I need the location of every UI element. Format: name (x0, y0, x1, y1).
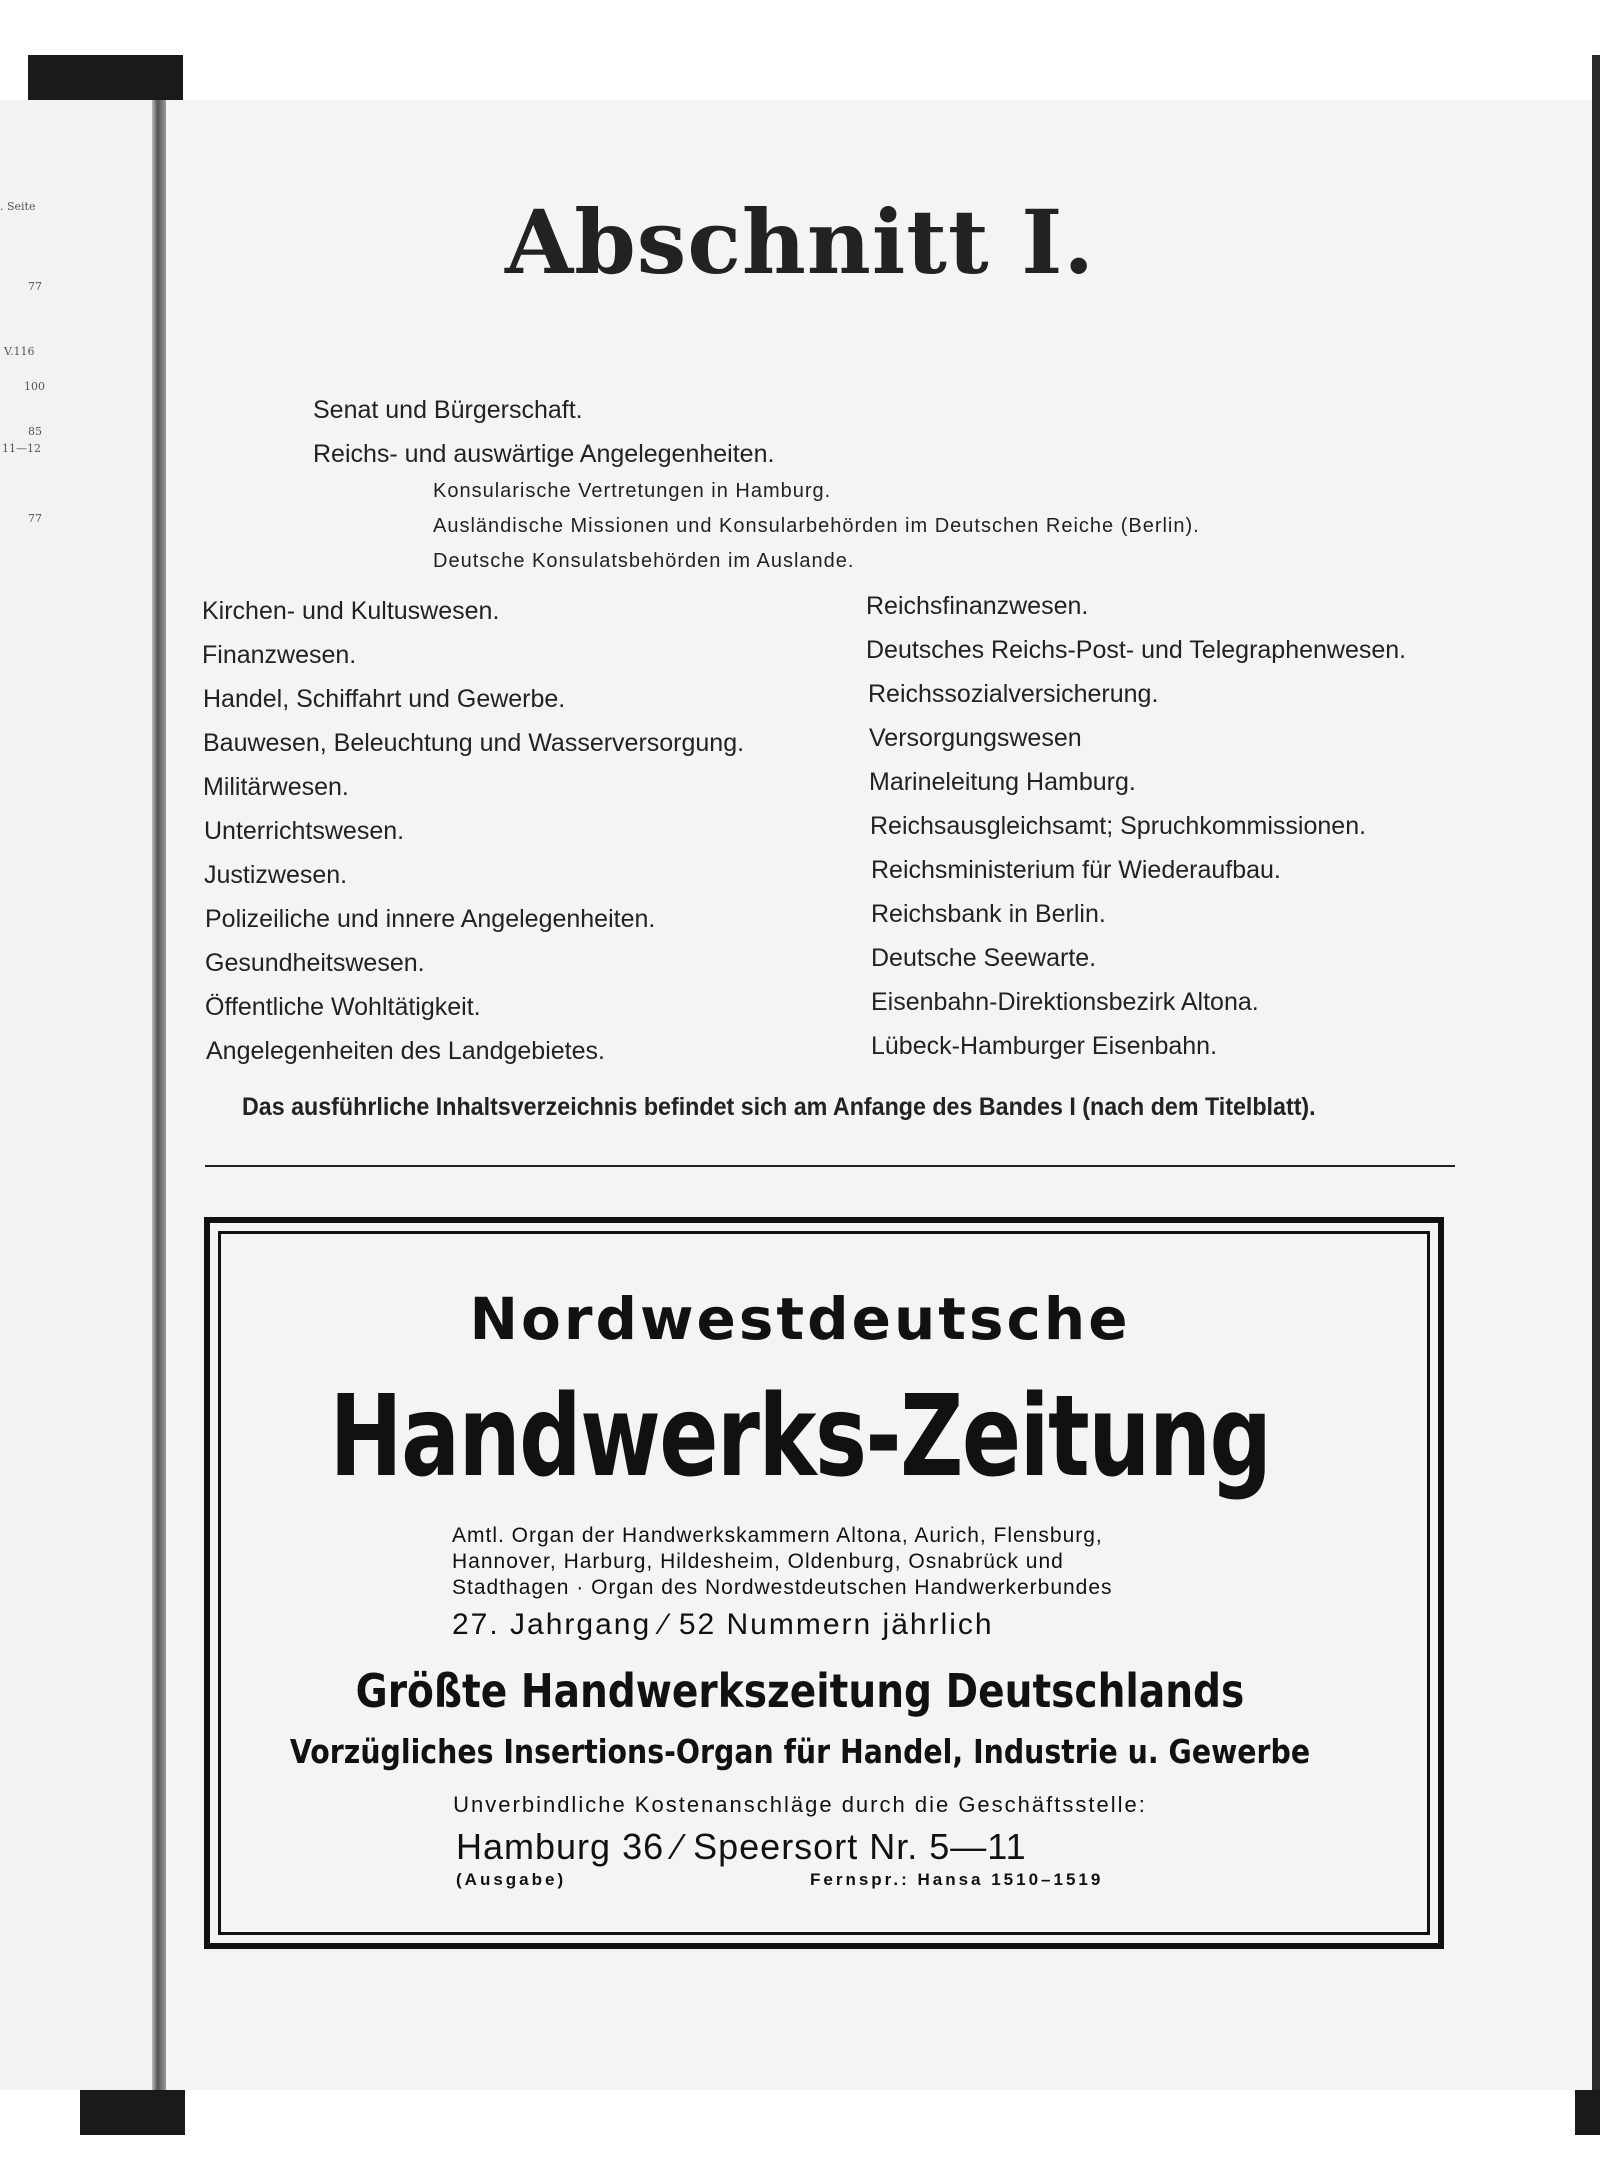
contents-note: Das ausführliche Inhaltsverzeichnis befindet sich am Anfange des Bandes I (nach dem Titelblatt). (242, 1093, 1316, 1121)
prev-page-number: 85 (28, 425, 42, 438)
ad-description-line: Hannover, Harburg, Hildesheim, Oldenburg, Osnabrück und (452, 1550, 1064, 1573)
scan-border-bottom-right (1575, 2090, 1600, 2135)
right-column-item: Eisenbahn-Direktionsbezirk Altona. (871, 988, 1259, 1016)
ad-slogan: Größte Handwerkszeitung Deutschlands (355, 1664, 1245, 1718)
right-column-item: Lübeck-Hamburger Eisenbahn. (871, 1032, 1218, 1060)
right-column-item: Deutsche Seewarte. (871, 944, 1097, 972)
right-column-item: Reichsbank in Berlin. (871, 900, 1106, 928)
right-column-item: Reichsfinanzwesen. (866, 592, 1089, 620)
left-column-item: Bauwesen, Beleuchtung und Wasserversorgung. (203, 729, 745, 757)
right-column-item: Reichsausgleichsamt; Spruchkommissionen. (870, 812, 1367, 840)
right-column-item: Versorgungswesen (869, 724, 1082, 752)
left-column-item: Öffentliche Wohltätigkeit. (205, 993, 481, 1021)
prev-page-number: 77 (28, 512, 42, 525)
left-column-item: Unterrichtswesen. (204, 817, 405, 845)
ad-quotes-line: Unverbindliche Kostenanschläge durch die Geschäftsstelle: (453, 1792, 1147, 1817)
left-column-item: Justizwesen. (204, 861, 348, 889)
ad-ausgabe: (Ausgabe) (456, 1870, 567, 1889)
right-column-item: Reichssozialversicherung. (868, 680, 1159, 708)
left-column-item: Polizeiliche und innere Angelegenheiten. (205, 905, 656, 933)
sub-item: Deutsche Konsulatsbehörden im Auslande. (433, 550, 855, 572)
ad-phone: Fernspr.: Hansa 1510–1519 (810, 1870, 1104, 1889)
prev-page-number: 11—12 (2, 442, 41, 455)
ad-description-line: Stadthagen · Organ des Nordwestdeutschen Handwerkerbundes (452, 1576, 1113, 1599)
left-column-item: Kirchen- und Kultuswesen. (202, 597, 500, 625)
left-column-item: Militärwesen. (203, 773, 349, 801)
prev-page-number: V.116 (4, 345, 35, 358)
left-column-item: Angelegenheiten des Landgebietes. (206, 1037, 605, 1065)
right-column-item: Marineleitung Hamburg. (869, 768, 1136, 796)
left-column-item: Finanzwesen. (202, 641, 357, 669)
sub-item: Konsularische Vertretungen in Hamburg. (433, 480, 832, 502)
scan-border-right (1592, 55, 1600, 2135)
right-column-item: Reichsministerium für Wiederaufbau. (871, 856, 1281, 884)
ad-title: Handwerks-Zeitung (329, 1372, 1271, 1502)
intro-item: Reichs- und auswärtige Angelegenheiten. (313, 440, 775, 468)
right-column-item: Deutsches Reichs-Post- und Telegraphenwesen. (866, 636, 1407, 664)
prev-page-number: 100 (24, 380, 45, 393)
ad-tagline: Vorzügliches Insertions-Organ für Handel, Industrie u. Gewerbe (289, 1732, 1311, 1771)
left-column-item: Gesundheitswesen. (205, 949, 425, 977)
divider-rule (205, 1165, 1455, 1167)
intro-item: Senat und Bürgerschaft. (313, 396, 583, 424)
prev-seite-label: . Seite (0, 200, 36, 213)
ad-year-line: 27. Jahrgang ⁄ 52 Nummern jährlich (452, 1608, 994, 1641)
left-column-item: Handel, Schiffahrt und Gewerbe. (203, 685, 566, 713)
prev-page-number: 77 (28, 280, 42, 293)
ad-address: Hamburg 36 ⁄ Speersort Nr. 5—11 (456, 1826, 1027, 1867)
ad-description-line: Amtl. Organ der Handwerkskammern Altona, Aurich, Flensburg, (452, 1524, 1103, 1547)
ad-brand: Nordwestdeutsche (469, 1285, 1131, 1353)
sub-item: Ausländische Missionen und Konsularbehörden im Deutschen Reiche (Berlin). (433, 515, 1200, 537)
section-title: Abschnitt I. (504, 190, 1096, 294)
